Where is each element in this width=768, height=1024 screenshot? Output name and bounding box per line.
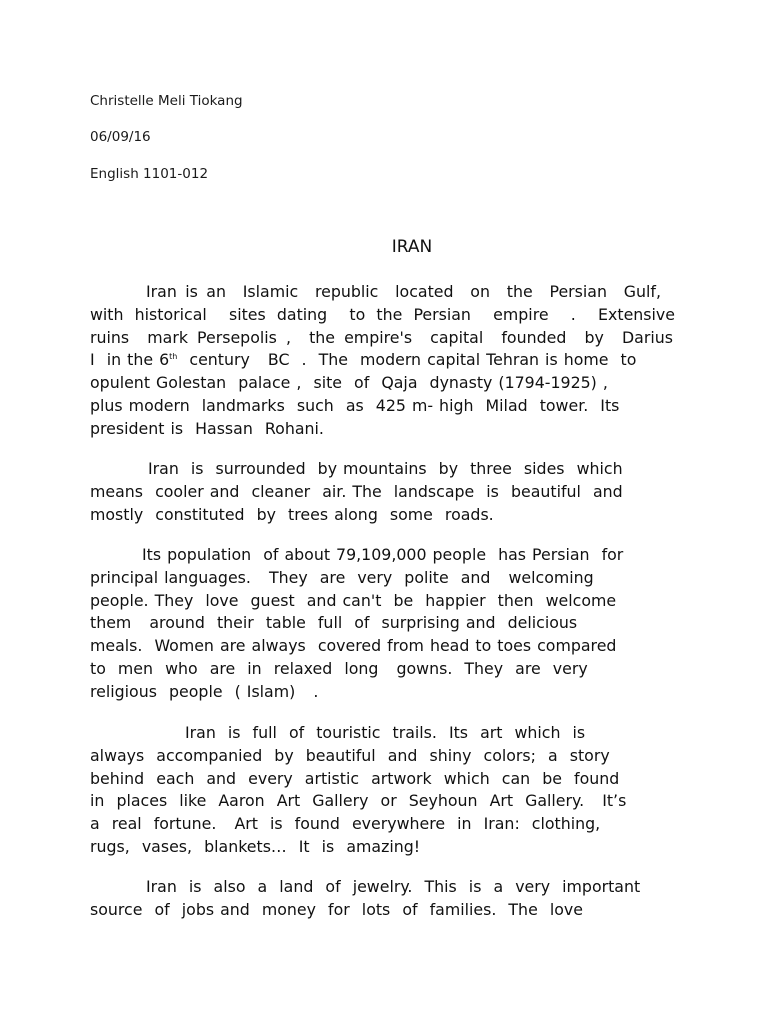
paragraph-line: to men who are in relaxed long gowns. They are very xyxy=(90,658,588,678)
paragraph-2 xyxy=(90,458,675,526)
course-name: English 1101-012 xyxy=(90,166,209,182)
paragraph-line: means cooler and cleaner air. The landscape is beautiful and xyxy=(90,481,623,501)
paragraph-line: plus modern landmarks such as 425 m- high Milad tower. Its xyxy=(90,395,620,415)
paragraph-line: opulent Golestan palace , site of Qaja dynasty (1794-1925) , xyxy=(90,373,608,393)
paragraph-line: them around their table full of surprising and delicious xyxy=(90,613,578,633)
paragraph-line: Iran is full of touristic trails. Its art which is xyxy=(185,723,586,742)
paragraph-line: in places like Aaron Art Gallery or Seyhoun Art Gallery. It’s xyxy=(90,791,627,811)
paragraph-1 xyxy=(90,281,675,441)
paragraph-line: a real fortune. Art is found everywhere in Iran: clothing, xyxy=(90,814,601,834)
paragraph-line: behind each and every artistic artwork which can be found xyxy=(90,768,620,788)
document-title: IRAN xyxy=(391,237,433,257)
paragraph-line: mostly constituted by trees along some roads. xyxy=(90,504,494,524)
paragraph-line: Iran is an Islamic republic located on the Persian Gulf, xyxy=(146,282,661,301)
author-name: Christelle Meli Tiokang xyxy=(90,93,243,109)
paragraph-line: always accompanied by beautiful and shiny colors; a story xyxy=(90,745,610,765)
paragraph-line: president is Hassan Rohani. xyxy=(90,418,324,438)
paragraph-line: meals. Women are always covered from head to toes compared xyxy=(90,636,617,656)
line-rest-text: century BC . The modern capital Tehran is home to xyxy=(177,350,637,370)
paragraph-line: Iran is surrounded by mountains by three sides which xyxy=(148,459,623,478)
paragraph-5 xyxy=(90,876,675,922)
document-date: 06/09/16 xyxy=(90,129,151,145)
paragraph-3 xyxy=(90,544,675,704)
paragraph-line: with historical sites dating to the Persian empire . Extensive xyxy=(90,304,675,324)
paragraph-line: religious people ( Islam) . xyxy=(90,681,319,701)
paragraph-line: principal languages. They are very polite and welcoming xyxy=(90,567,594,587)
paragraph-line: rugs, vases, blankets… It is amazing! xyxy=(90,836,421,856)
paragraph-line: Iran is also a land of jewelry. This is a very important xyxy=(146,877,641,896)
line-start-text: I in the 6 xyxy=(90,350,170,370)
paragraph-line: ruins mark Persepolis , the empire's capital founded by Darius xyxy=(90,327,673,347)
paragraph-line: source of jobs and money for lots of families. The love xyxy=(90,899,583,919)
ordinal-suffix: th xyxy=(169,352,178,362)
paragraph-4 xyxy=(90,722,675,859)
paragraph-line: people. They love guest and can't be happier then welcome xyxy=(90,590,617,610)
paragraph-line xyxy=(90,349,675,372)
paragraph-line: Its population of about 79,109,000 people has Persian for xyxy=(142,545,624,564)
